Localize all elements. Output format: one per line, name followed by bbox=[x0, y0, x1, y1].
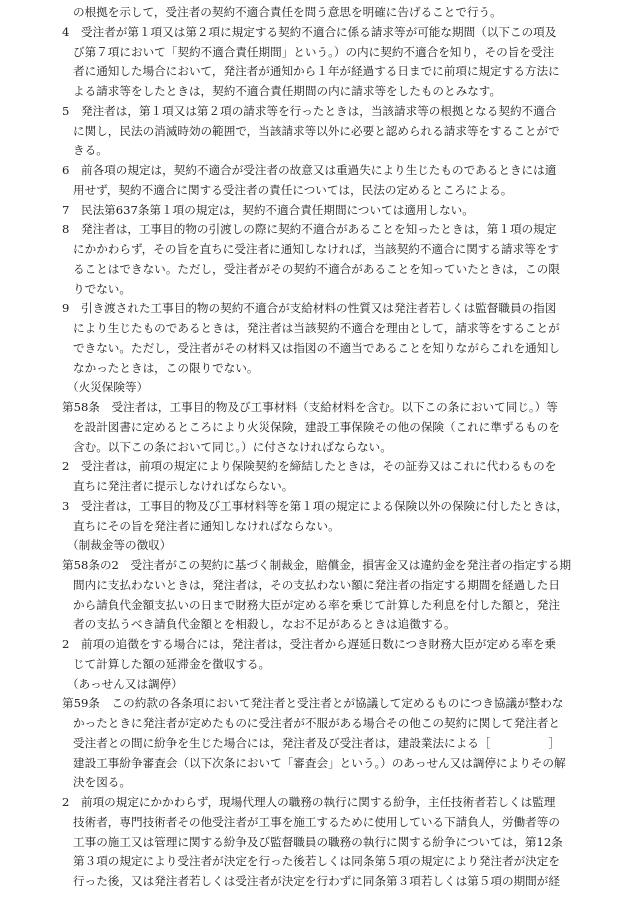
text-line: 建設工事紛争審査会（以下次条において「審査会」という。）のあっせん又は調停によりその解 bbox=[73, 755, 566, 770]
text-line: 第58条の2 受注者がこの契約に基づく制裁金，賠償金，損害金又は違約金を発注者の指定する期 bbox=[62, 558, 572, 572]
document-body bbox=[62, 3, 582, 892]
text-line: 7 民法第637条第１項の規定は，契約不適合責任期間については適用しない。 bbox=[62, 202, 474, 217]
text-line: 間内に支払わないときは，発注者は，その支払わない額に発注者の指定する期間を経過した日 bbox=[73, 577, 560, 592]
text-line: により生じたものであるときは，発注者は当該契約不適合を理由として，請求等をすることが bbox=[73, 321, 560, 335]
text-line: に関し，民法の消滅時効の範囲で，当該請求等以外に必要と認められる請求等をすることがで bbox=[73, 123, 560, 138]
text-line: 決を図る。 bbox=[73, 775, 131, 790]
text-line: 4 受注者が第１項又は第２項に規定する契約不適合に係る請求等が可能な期間（以下この項及 bbox=[62, 24, 557, 39]
text-line: 者の支払うべき請負代金額とを相殺し，なお不足があるときは追徴する。 bbox=[73, 617, 456, 632]
text-line: を設計図書に定めるところにより火災保険，建設工事保険その他の保険（これに準ずるものを bbox=[73, 419, 560, 434]
text-line: なかったときは，この限りでない。 bbox=[73, 360, 259, 375]
text-line: び第７項において「契約不適合責任期間」という。）の内に契約不適合を知り，その旨を受注 bbox=[73, 44, 555, 59]
text-line: 3 受注者は，工事目的物及び工事材料等を第１項の規定による保険以外の保険に付したときは， bbox=[62, 498, 568, 513]
section-heading: （あっせん又は調停） bbox=[67, 676, 183, 691]
text-line: よる請求等をしたときは，契約不適合責任期間の内に請求等をしたものとみなす。 bbox=[73, 84, 502, 98]
text-line: 用せず，契約不適合に関する受注者の責任については，民法の定めるところによる。 bbox=[73, 182, 513, 197]
text-line: から請負代金額支払いの日まで財務大臣が定める率を乗じて計算した利息を付した額と，発注 bbox=[73, 597, 560, 612]
text-line: じて計算した額の延滞金を徴収する。 bbox=[73, 656, 271, 671]
text-line: の根拠を示して，受注者の契約不適合責任を問う意思を明確に告げることで行う。 bbox=[73, 5, 502, 19]
text-line: 技術者，専門技術者その他受注者が工事を施工するために使用している下請負人，労働者等の bbox=[73, 814, 560, 829]
text-line: 直ちに発注者に提示しなければならない。 bbox=[73, 479, 294, 493]
text-line: きる。 bbox=[73, 143, 108, 158]
text-line: 行った後，又は発注者若しくは受注者が決定を行わずに同条第３項若しくは第５項の期間が経 bbox=[73, 874, 560, 888]
section-heading: （制裁金等の徴収） bbox=[67, 538, 172, 553]
text-line: 2 前項の追徴をする場合には，発注者は，受注者から遅延日数につき財務大臣が定める率を乗 bbox=[62, 637, 557, 651]
text-line: りでない。 bbox=[73, 281, 131, 296]
text-line: 8 発注者は，工事目的物の引渡しの際に契約不適合があることを知ったときは，第１項の規定 bbox=[62, 222, 557, 237]
text-line: 2 前項の規定にかかわらず，現場代理人の職務の執行に関する紛争，主任技術者若しくは監理 bbox=[62, 795, 556, 809]
text-line: 者に通知した場合において，発注者が通知から１年が経過する日までに前項に規定する方法に bbox=[73, 64, 560, 79]
text-line: 9 引き渡された工事目的物の契約不適合が支給材料の性質又は発注者若しくは監督職員の指図 bbox=[62, 301, 557, 316]
text-line: にかかわらず，その旨を直ちに受注者に通知しなければ，当該契約不適合に関する請求等をす bbox=[73, 242, 560, 256]
text-line: 第59条 この約款の各条項において発注者と受注者とが協議して定めるものにつき協議が整わな bbox=[62, 696, 564, 711]
text-line: 第58条 受注者は，工事目的物及び工事材料（支給材料を含む。以下この条において同じ。）等 bbox=[62, 400, 558, 414]
text-line: 5 発注者は，第１項又は第２項の請求等を行ったときは，当該請求等の根拠となる契約不適合 bbox=[62, 103, 557, 118]
text-line: かったときに発注者が定めたものに受注者が不服がある場合その他この契約に関して発注者と bbox=[73, 716, 560, 730]
text-line: 6 前各項の規定は，契約不適合が受注者の故意又は重過失により生じたものであるときには適 bbox=[62, 163, 557, 177]
text-line: 第３項の規定により受注者が決定を行った後若しくは同条第５項の規定により発注者が決定を bbox=[73, 854, 560, 869]
text-line: 直ちにその旨を発注者に通知しなければならない。 bbox=[73, 518, 340, 533]
text-line: 受注者との間に紛争を生じた場合には，発注者及び受注者は，建設業法による［ ］ bbox=[73, 735, 560, 750]
text-line: 工事の施工又は管理に関する紛争及び監督職員の職務の執行に関する紛争については，第12条 bbox=[73, 834, 563, 849]
text-line: できない。ただし，受注者がその材料又は指図の不適当であることを知りながらこれを通知し bbox=[73, 340, 560, 355]
section-heading: （火災保険等） bbox=[67, 380, 149, 395]
text-line: 含む。以下この条において同じ。）に付さなければならない。 bbox=[73, 439, 392, 454]
text-line: 2 受注者は，前項の規定により保険契約を締結したときは，その証券又はこれに代わるものを bbox=[62, 459, 557, 474]
text-line: ることはできない。ただし，受注者がその契約不適合があることを知っていたときは，この限 bbox=[73, 261, 560, 276]
